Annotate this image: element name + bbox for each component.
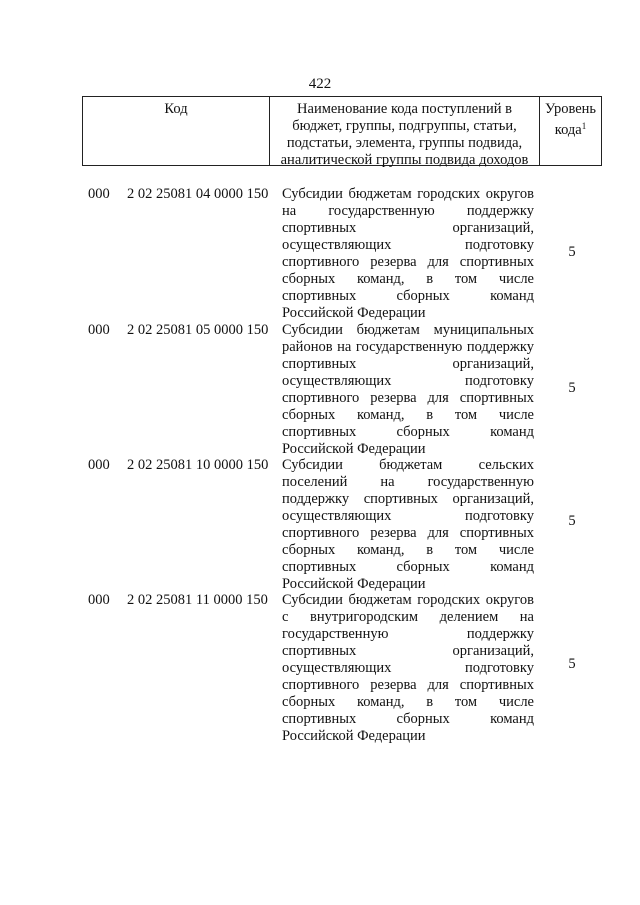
header-level-cell — [540, 97, 601, 165]
table-header — [82, 96, 602, 166]
header-name-line: подстатьи, элемента, группы подвида, — [286, 135, 523, 151]
row-name-line: спортивных сборных команд — [282, 711, 534, 727]
row-code: 2 02 25081 11 0000 150 — [127, 592, 268, 608]
row-name-line: спортивных организаций, — [282, 643, 534, 659]
row-name-line: спортивного резерва для спортивных — [282, 254, 534, 270]
header-code-cell — [83, 97, 270, 165]
row-level: 5 — [568, 656, 576, 672]
row-name-line: осуществляющих подготовку — [282, 508, 534, 524]
row-name-line: Российской Федерации — [282, 305, 426, 321]
row-name — [282, 592, 534, 745]
row-name-line: Российской Федерации — [282, 576, 426, 592]
row-name-line: Российской Федерации — [282, 728, 426, 744]
row-name-line: осуществляющих подготовку — [282, 660, 534, 676]
row-name-line: спортивного резерва для спортивных — [282, 390, 534, 406]
row-name-line: сборных команд, в том числе — [282, 271, 534, 287]
row-name-line: спортивных сборных команд — [282, 424, 534, 440]
row-name-line: сборных команд, в том числе — [282, 694, 534, 710]
header-level-line1: Уровень — [544, 101, 597, 117]
page-number: 422 — [308, 76, 332, 92]
row-name-line: с внутригородским делением на — [282, 609, 534, 625]
row-level: 5 — [568, 380, 576, 396]
row-name — [282, 457, 534, 593]
header-name-line: аналитической группы подвида доходов — [280, 152, 529, 168]
row-name-line: государственную поддержку — [282, 626, 534, 642]
row-name — [282, 322, 534, 458]
header-name-line: бюджет, группы, подгруппы, статьи, — [292, 118, 517, 134]
header-level-footnote: 1 — [581, 121, 587, 131]
row-code: 2 02 25081 05 0000 150 — [127, 322, 269, 338]
row-name-line: Субсидии бюджетам муниципальных — [282, 322, 534, 338]
row-name-line: спортивных организаций, — [282, 220, 534, 236]
row-name-line: спортивных сборных команд — [282, 559, 534, 575]
row-prefix: 000 — [88, 592, 110, 608]
row-name-line: Субсидии бюджетам городских округов — [282, 186, 534, 202]
row-name-line: спортивных сборных команд — [282, 288, 534, 304]
row-name-line: спортивных организаций, — [282, 356, 534, 372]
row-code: 2 02 25081 04 0000 150 — [127, 186, 269, 202]
row-name-line: сборных команд, в том числе — [282, 542, 534, 558]
row-name-line: спортивного резерва для спортивных — [282, 525, 534, 541]
row-name-line: районов на государственную поддержку — [282, 339, 534, 355]
row-prefix: 000 — [88, 457, 110, 473]
row-name — [282, 186, 534, 322]
row-name-line: на государственную поддержку — [282, 203, 534, 219]
row-prefix: 000 — [88, 186, 110, 202]
row-name-line: осуществляющих подготовку — [282, 237, 534, 253]
row-name-line: поселений на государственную — [282, 474, 534, 490]
header-name-cell — [270, 97, 540, 168]
row-name-line: Субсидии бюджетам сельских — [282, 457, 534, 473]
row-name-line: сборных команд, в том числе — [282, 407, 534, 423]
row-name-line: Российской Федерации — [282, 441, 426, 457]
header-level-line2: кода — [554, 122, 582, 138]
row-level: 5 — [568, 513, 576, 529]
row-name-line: спортивного резерва для спортивных — [282, 677, 534, 693]
header-code-label: Код — [164, 101, 188, 117]
row-level: 5 — [568, 244, 576, 260]
row-name-line: осуществляющих подготовку — [282, 373, 534, 389]
header-name-line: Наименование кода поступлений в — [297, 101, 512, 117]
row-name-line: Субсидии бюджетам городских округов — [282, 592, 534, 608]
row-code: 2 02 25081 10 0000 150 — [127, 457, 269, 473]
row-prefix: 000 — [88, 322, 110, 338]
row-name-line: поддержку спортивных организаций, — [282, 491, 534, 507]
